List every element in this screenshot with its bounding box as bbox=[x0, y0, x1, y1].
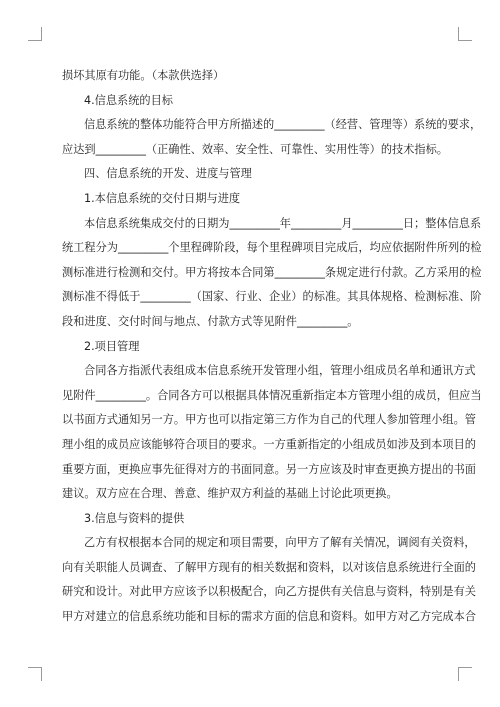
text-line: 统工程分为_________个里程碑阶段，每个里程碑项目完成后，均应依据附件所列的检 bbox=[62, 241, 482, 255]
text-line: 重要方面，更换应事先征得对方的书面同意。另一方应该及时审查更换方提出的书面 bbox=[62, 462, 476, 476]
text-line: 甲方对建立的信息系统功能和目标的需求方面的信息和资料。如甲方对乙方完成本合 bbox=[62, 610, 476, 624]
document-body bbox=[62, 64, 482, 630]
section-heading: 2.项目管理 bbox=[84, 339, 140, 353]
text-line: 信息系统的整体功能符合甲方所描述的_________（经营、管理等）系统的要求， bbox=[84, 118, 482, 132]
crop-mark-bottom-left-v bbox=[41, 667, 42, 681]
text-line: 段和进度、交付时间与地点、付款方式等见附件_________。 bbox=[62, 314, 359, 328]
text-line: 应达到_________（正确性、效率、安全性、可靠性、实用性等）的技术指标。 bbox=[62, 142, 448, 156]
crop-mark-top-left-h bbox=[28, 40, 42, 41]
section-heading: 4.信息系统的目标 bbox=[84, 93, 173, 107]
crop-mark-top-right-v bbox=[458, 27, 459, 41]
text-line: 理小组的成员应该能够符合项目的要求。一方重新指定的小组成员如涉及到本项目的 bbox=[62, 437, 476, 451]
crop-mark-top-left-v bbox=[41, 27, 42, 41]
text-line: 本信息系统集成交付的日期为_________年_________月_________日；整体信息系 bbox=[84, 216, 482, 230]
crop-mark-bottom-right-v bbox=[458, 667, 459, 681]
crop-mark-bottom-right-h bbox=[458, 667, 472, 668]
crop-mark-top-right-h bbox=[458, 40, 472, 41]
text-line: 测标准不得低于_________（国家、行业、企业）的标准。其具体规格、检测标准、阶 bbox=[62, 290, 482, 304]
text-line: 乙方有权根据本合同的规定和项目需要，向甲方了解有关情况，调阅有关资料， bbox=[84, 536, 476, 550]
section-heading: 1.本信息系统的交付日期与进度 bbox=[84, 191, 241, 205]
text-line: 损坏其原有功能。（本款供选择） bbox=[62, 69, 225, 82]
section-heading: 3.信息与资料的提供 bbox=[84, 511, 185, 525]
text-line: 见附件_________。合同各方可以根据具体情况重新指定本方管理小组的成员，但应当 bbox=[62, 388, 482, 402]
text-line: 研究和设计。对此甲方应该予以积极配合，向乙方提供有关信息与资料，特别是有关 bbox=[62, 585, 476, 599]
text-line: 以书面方式通知另一方。甲方也可以指定第三方作为自己的代理人参加管理小组。管 bbox=[62, 413, 476, 427]
text-line: 测标准进行检测和交付。甲方将按本合同第_________条规定进行付款。乙方采用的检 bbox=[62, 265, 482, 279]
text-line: 向有关职能人员调查、了解甲方现有的相关数据和资料，以对该信息系统进行全面的 bbox=[62, 560, 476, 574]
section-heading: 四、信息系统的开发、进度与管理 bbox=[84, 167, 252, 181]
text-line: 建议。双方应在合理、善意、维护双方利益的基础上讨论此项更换。 bbox=[62, 487, 398, 501]
crop-mark-bottom-left-h bbox=[28, 667, 42, 668]
text-line: 合同各方指派代表组成本信息系统开发管理小组，管理小组成员名单和通讯方式 bbox=[84, 364, 476, 378]
